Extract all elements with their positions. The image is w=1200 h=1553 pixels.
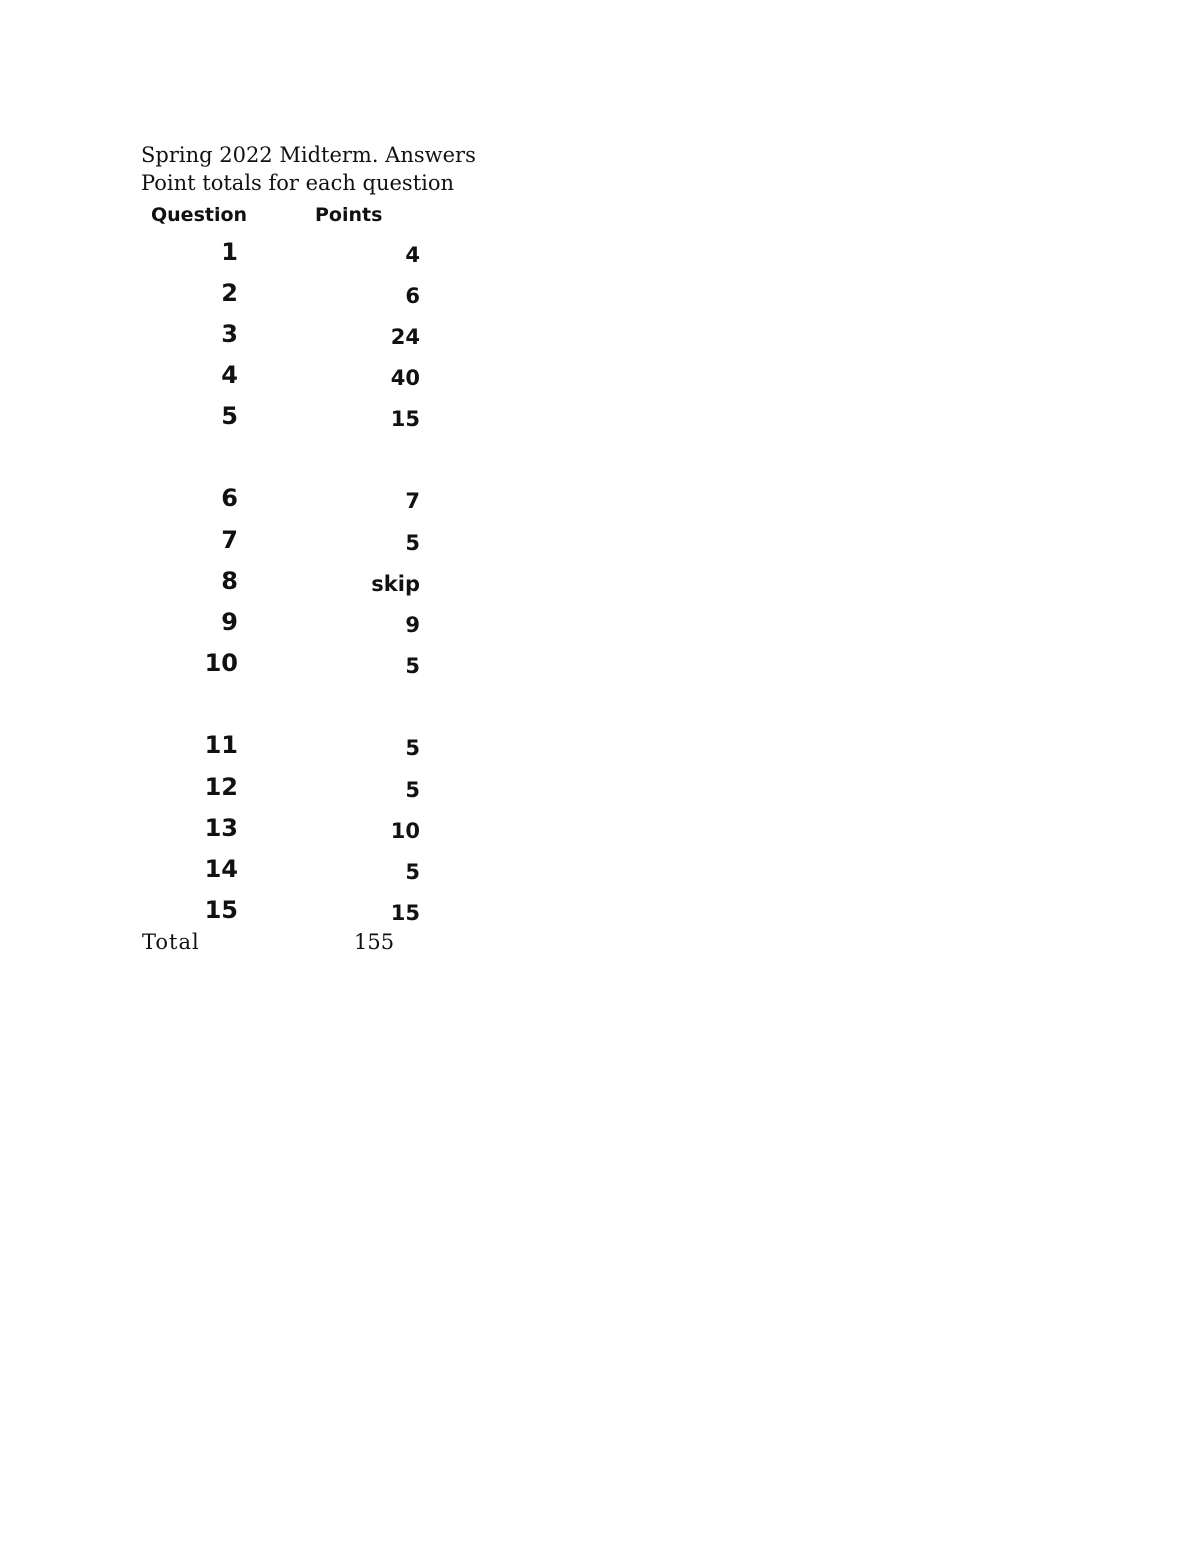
question-number: 10: [204, 649, 238, 677]
question-number: 1: [221, 238, 238, 266]
question-points: 4: [405, 243, 420, 267]
table-row: [0, 360, 600, 390]
column-header-points: Points: [315, 204, 383, 226]
table-row: [0, 895, 600, 925]
table-row: [0, 813, 600, 843]
question-points: 15: [390, 901, 420, 925]
table-row: [0, 607, 600, 637]
question-points: 5: [405, 778, 420, 802]
question-number: 13: [204, 814, 238, 842]
question-number: 11: [204, 731, 238, 759]
question-points: 40: [390, 366, 420, 390]
document-title: Spring 2022 Midterm. Answers: [141, 143, 476, 167]
table-row: [0, 566, 600, 596]
question-points: 9: [405, 613, 420, 637]
table-row: [0, 772, 600, 802]
table-row: [0, 278, 600, 308]
question-points: 5: [405, 736, 420, 760]
question-number: 5: [221, 402, 238, 430]
table-row: [0, 237, 600, 267]
question-number: 9: [221, 608, 238, 636]
question-points: 15: [390, 407, 420, 431]
question-number: 8: [221, 567, 238, 595]
question-number: 15: [204, 896, 238, 924]
question-points: 5: [405, 860, 420, 884]
table-row: [0, 854, 600, 884]
total-value: 155: [354, 930, 395, 954]
question-points: 6: [405, 284, 420, 308]
question-number: 2: [221, 279, 238, 307]
table-row: [0, 525, 600, 555]
question-points: 7: [405, 489, 420, 513]
table-row: [0, 648, 600, 678]
question-points: skip: [371, 572, 420, 596]
question-number: 6: [221, 484, 238, 512]
question-points: 5: [405, 654, 420, 678]
table-row: [0, 319, 600, 349]
table-row: [0, 401, 600, 431]
question-points: 24: [390, 325, 420, 349]
total-label: Total: [142, 930, 200, 954]
table-row: [0, 730, 600, 760]
question-points: 5: [405, 531, 420, 555]
document-subtitle: Point totals for each question: [141, 171, 455, 195]
question-number: 12: [204, 773, 238, 801]
column-header-question: Question: [151, 204, 248, 226]
question-number: 7: [221, 526, 238, 554]
question-number: 14: [204, 855, 238, 883]
question-number: 3: [221, 320, 238, 348]
question-number: 4: [221, 361, 238, 389]
table-row: [0, 483, 600, 513]
question-points: 10: [390, 819, 420, 843]
